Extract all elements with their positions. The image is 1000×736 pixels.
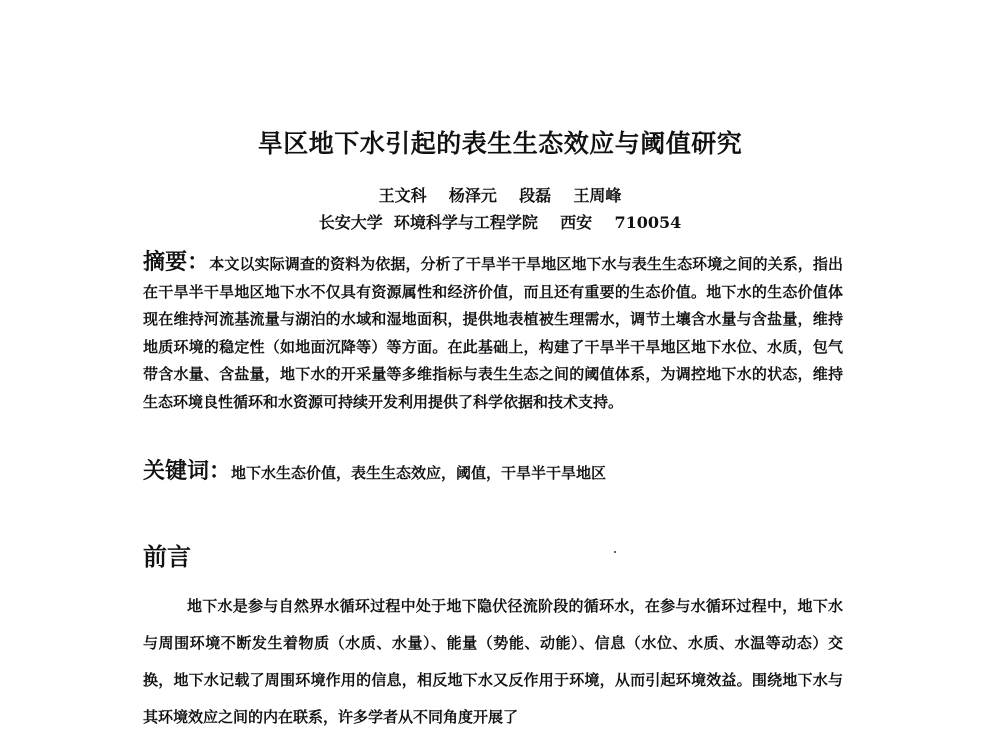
paper-title: 旱区地下水引起的表生生态效应与阈值研究 bbox=[257, 129, 743, 158]
keywords-text: 地下水生态价值，表生生态效应，阈值，干旱半干旱地区 bbox=[231, 464, 607, 482]
section-title: 前言 bbox=[143, 543, 191, 571]
section-paragraph: 地下水是参与自然界水循环过程中处于地下隐伏径流阶段的循环水，在参与水循环过程中，地下水与周围环境不断发生着物质（水质、水量）、能量（势能、动能）、信息（水位、水质、水温等动态）交换，地下水记载了周围环境作用的信息，相反地下水又反作用于环境，从而引起环境效益。围绕地下水与其环境效应之间的内在联系，许多学者从不同角度开展了 bbox=[143, 597, 843, 726]
scan-speck bbox=[614, 551, 616, 553]
abstract bbox=[143, 249, 843, 416]
keywords-label: 关键词： bbox=[143, 459, 232, 484]
keywords bbox=[143, 457, 843, 488]
author-list: 王文科 杨泽元 段磊 王周峰 bbox=[378, 186, 622, 205]
abstract-label: 摘要： bbox=[143, 250, 210, 275]
affiliation: 长安大学 环境科学与工程学院 西安 710054 bbox=[318, 213, 682, 232]
abstract-text: 本文以实际调查的资料为依据，分析了干旱半干旱地区地下水与表生生态环境之间的关系，指出在干旱半干旱地区地下水不仅具有资源属性和经济价值，而且还有重要的生态价值。地下水的生态价值体现在维持河流基流量与湖泊的水域和湿地面积，提供地表植被生理需水，调节土壤含水量与含盐量，维持地质环境的稳定性（如地面沉降等）等方面。在此基础上，构建了干旱半干旱地区地下水位、水质，包气带含水量、含盐量，地下水的开采量等多维指标与表生生态之间的阈值体系，为调控地下水的状态，维持生态环境良性循环和水资源可持续开发利用提供了科学依据和技术支持。 bbox=[143, 255, 843, 411]
